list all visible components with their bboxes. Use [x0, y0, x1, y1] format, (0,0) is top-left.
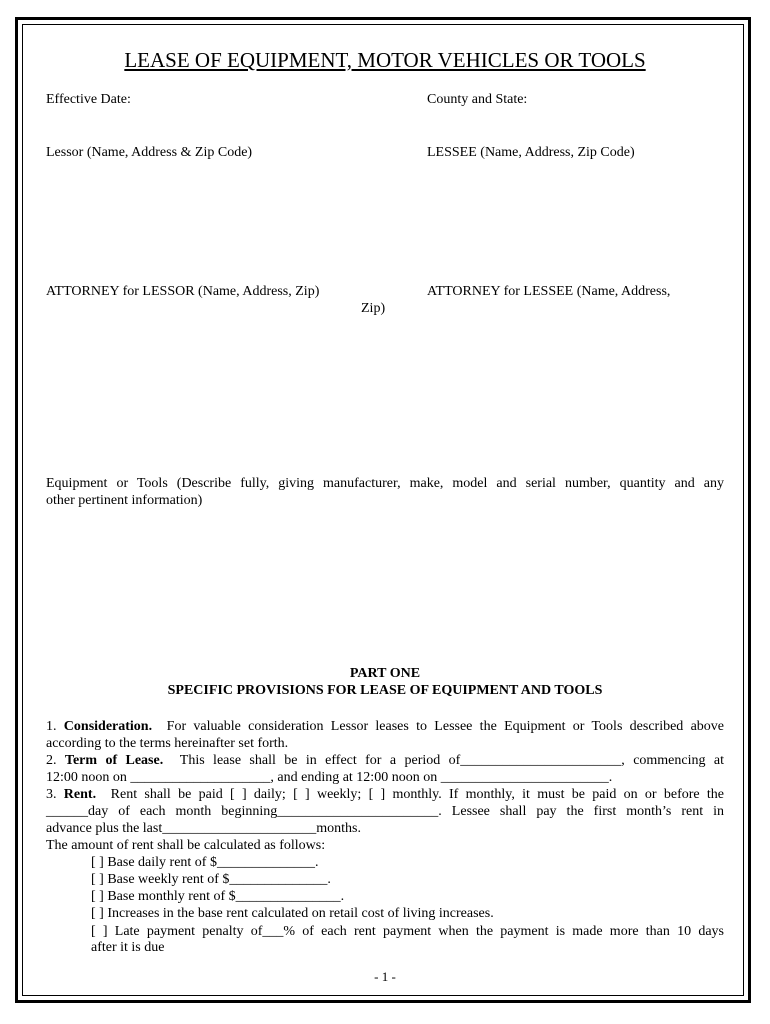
clause-label: Term of Lease.: [64, 753, 164, 768]
clause-text: For valuable consideration Lessor leases to Lessee the Equipment or Tools described above: [166, 719, 725, 734]
clause-text: Rent shall be paid [ ] daily; [ ] weekly; [ ] monthly. If monthly, it must be paid on or before the: [110, 787, 725, 802]
clause-consideration-cont: according to the terms hereinafter set forth.: [46, 736, 289, 751]
attorney-lessee-label-cont: Zip): [361, 301, 386, 316]
lessee-label: LESSEE (Name, Address, Zip Code): [427, 145, 635, 160]
county-state-label: County and State:: [427, 92, 528, 107]
clause-label: Rent.: [63, 787, 97, 802]
option-monthly-rent: [ ] Base monthly rent of $_______________.: [91, 889, 345, 904]
clause-number: 1.: [46, 719, 57, 734]
clause-consideration: [46, 718, 724, 735]
lessor-label: Lessor (Name, Address & Zip Code): [46, 145, 253, 160]
clause-rent: [46, 786, 724, 803]
clause-text: This lease shall be in effect for a period of_______________________, commencing at: [179, 753, 725, 768]
option-late-penalty-cont: after it is due: [91, 940, 165, 955]
clause-number: 3.: [46, 787, 57, 802]
clause-term: [46, 752, 724, 769]
effective-date-label: Effective Date:: [46, 92, 131, 107]
part-heading: PART ONE: [349, 666, 421, 681]
option-late-penalty: [ ] Late payment penalty of___% of each rent payment when the payment is made more than 10 days: [91, 924, 724, 939]
page-number: - 1 -: [374, 969, 396, 984]
clause-rent-line-3: advance plus the last______________________months.: [46, 821, 361, 836]
clause-rent-line-4: The amount of rent shall be calculated as follows:: [46, 838, 326, 853]
option-weekly-rent: [ ] Base weekly rent of $______________.: [91, 872, 331, 887]
clause-label: Consideration.: [63, 719, 153, 734]
attorney-lessor-label: ATTORNEY for LESSOR (Name, Address, Zip): [46, 284, 320, 299]
clause-number: 2.: [46, 753, 57, 768]
equipment-label-cont: other pertinent information): [46, 493, 203, 508]
option-daily-rent: [ ] Base daily rent of $______________.: [91, 855, 319, 870]
document-title: LEASE OF EQUIPMENT, MOTOR VEHICLES OR TOOLS: [124, 48, 646, 72]
clause-rent-line-2: ______day of each month beginning_______________________. Lessee shall pay the first month’s rent in: [46, 804, 724, 819]
clause-term-cont: 12:00 noon on ____________________, and ending at 12:00 noon on ________________________.: [46, 770, 613, 785]
attorney-lessee-label: ATTORNEY for LESSEE (Name, Address,: [427, 284, 671, 299]
equipment-label: Equipment or Tools (Describe fully, giving manufacturer, make, model and serial number, quantity and any: [46, 476, 724, 491]
part-subheading: SPECIFIC PROVISIONS FOR LEASE OF EQUIPMENT AND TOOLS: [167, 683, 603, 698]
option-cost-of-living: [ ] Increases in the base rent calculated on retail cost of living increases.: [91, 906, 494, 921]
